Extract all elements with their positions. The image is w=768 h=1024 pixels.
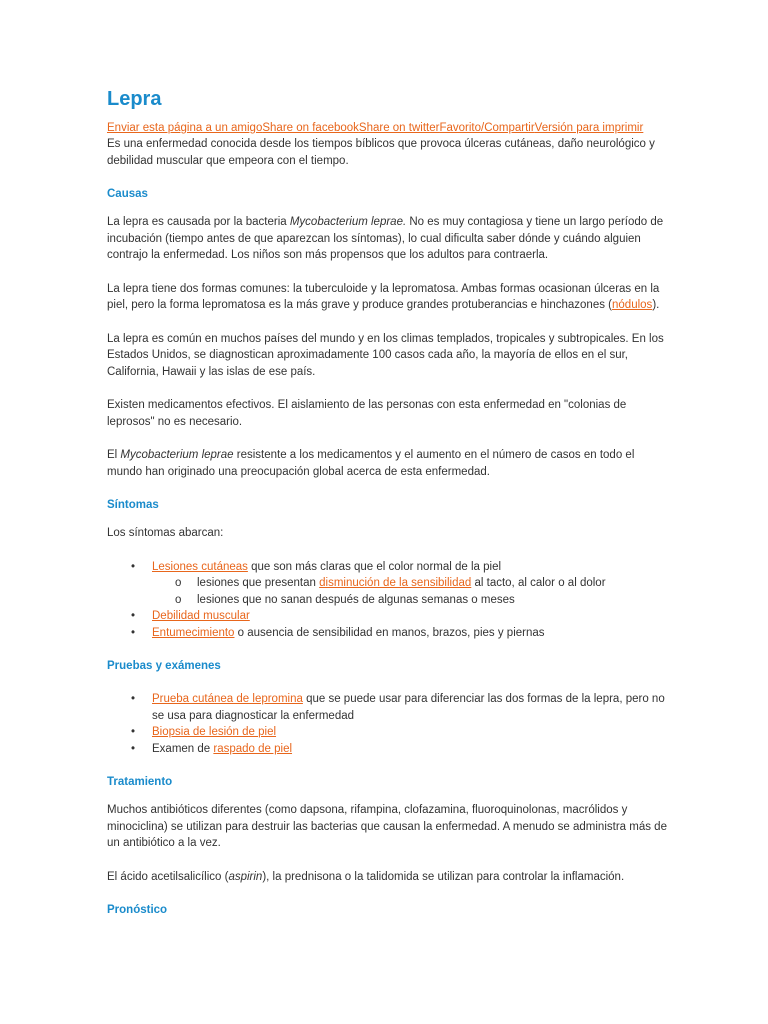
section-heading-sintomas: Síntomas bbox=[107, 499, 159, 511]
causas-paragraph-1: La lepra es causada por la bacteria Mycobacterium leprae. No es muy contagiosa y tiene un largo período de incubación (tiempo antes de que aparezcan los síntomas), lo cual dificulta saber dónde y cuándo alguien contrajo la enfermedad. Los niños son más propensos que los adultos para contraerla. bbox=[107, 216, 664, 261]
bullet-icon: • bbox=[131, 626, 136, 639]
bullet-icon: • bbox=[131, 560, 136, 573]
sintomas-lead: Los síntomas abarcan: bbox=[107, 527, 224, 539]
email-friend-link[interactable]: Enviar esta página a un amigo bbox=[107, 122, 263, 134]
share-toolbar bbox=[107, 120, 668, 136]
section-heading-pronostico: Pronóstico bbox=[107, 904, 168, 916]
sintomas-list bbox=[107, 559, 668, 642]
intro-paragraph: Es una enfermedad conocida desde los tiempos bíblicos que provoca úlceras cutáneas, daño neurológico y debilidad muscular que empeora con el tiempo. bbox=[107, 138, 655, 167]
entumecimiento-link[interactable]: Entumecimiento bbox=[152, 626, 235, 639]
pruebas-list bbox=[107, 691, 668, 757]
bookmark-share-link[interactable]: Favorito/Compartir bbox=[439, 122, 535, 134]
sub-list-item: o lesiones que no sanan después de algunas semanas o meses bbox=[152, 592, 668, 609]
debilidad-muscular-link[interactable]: Debilidad muscular bbox=[152, 610, 250, 622]
tratamiento-paragraph-2: El ácido acetilsalicílico (aspirin), la prednisona o la talidomida se utilizan para controlar la inflamación. bbox=[107, 870, 625, 883]
list-item: • Lesiones cutáneas que son más claras que el color normal de la piel o lesiones que presentan disminución de la sensibilidad al tacto, al calor o al dolor o lesiones que no sanan después de algunas semanas o meses bbox=[107, 559, 668, 609]
bullet-icon: • bbox=[131, 726, 136, 738]
facebook-share-link[interactable]: Share on facebook bbox=[262, 122, 359, 134]
nodulos-link[interactable]: nódulos bbox=[612, 299, 653, 311]
section-heading-causas: Causas bbox=[107, 188, 148, 200]
list-item: • Examen de raspado de piel bbox=[107, 741, 668, 758]
sub-list-item: o lesiones que presentan disminución de la sensibilidad al tacto, al calor o al dolor bbox=[152, 575, 668, 592]
biopsia-link[interactable]: Biopsia de lesión de piel bbox=[152, 726, 277, 738]
lesiones-cutaneas-link[interactable]: Lesiones cutáneas bbox=[152, 560, 248, 573]
disminucion-sensibilidad-link[interactable]: disminución de la sensibilidad bbox=[319, 577, 472, 589]
causas-paragraph-5: El Mycobacterium leprae resistente a los medicamentos y el aumento en el número de casos en todo el mundo han originado una preocupación global acerca de esta enfermedad. bbox=[107, 449, 635, 478]
tratamiento-paragraph-1: Muchos antibióticos diferentes (como dapsona, rifampina, clofazamina, fluoroquinolonas, macrólidos y minociclina) se utilizan para destruir las bacterias que causan la enfermedad. A menudo se administra más de un antibiótico a la vez. bbox=[107, 804, 667, 849]
list-item bbox=[107, 608, 668, 625]
page-title: Lepra bbox=[107, 88, 162, 110]
sintomas-sublist bbox=[152, 575, 668, 608]
sub-bullet-icon: o bbox=[175, 593, 182, 606]
prueba-lepromina-link[interactable]: Prueba cutánea de lepromina bbox=[152, 693, 303, 705]
causas-paragraph-2: La lepra tiene dos formas comunes: la tuberculoide y la lepromatosa. Ambas formas ocasionan úlceras en la piel, pero la forma lepromatosa es la más grave y produce grandes protuberancias e hinchazones (nódulos). bbox=[107, 282, 660, 311]
bullet-icon: • bbox=[131, 610, 136, 622]
causas-paragraph-3: La lepra es común en muchos países del mundo y en los climas templados, tropicales y subtropicales. En los Estados Unidos, se diagnostican aproximadamente 100 casos cada año, la mayoría de ellos en el sur, California, Hawaii y las islas de ese país. bbox=[107, 332, 664, 378]
bullet-icon: • bbox=[131, 693, 136, 705]
list-item: • Prueba cutánea de lepromina que se puede usar para diferenciar las dos formas de la lepra, pero no se usa para diagnosticar la enfermedad bbox=[131, 693, 665, 722]
section-heading-pruebas: Pruebas y exámenes bbox=[107, 660, 221, 672]
bullet-icon: • bbox=[131, 742, 136, 755]
section-heading-tratamiento: Tratamiento bbox=[107, 776, 173, 788]
causas-paragraph-4: Existen medicamentos efectivos. El aislamiento de las personas con esta enfermedad en "colonias de leprosos" no es necesario. bbox=[107, 399, 627, 428]
list-item: • Entumecimiento o ausencia de sensibilidad en manos, brazos, pies y piernas bbox=[107, 625, 668, 642]
twitter-share-link[interactable]: Share on twitter bbox=[358, 122, 440, 134]
list-item bbox=[107, 724, 668, 741]
sub-bullet-icon: o bbox=[175, 577, 182, 589]
print-version-link[interactable]: Versión para imprimir bbox=[534, 122, 644, 134]
raspado-piel-link[interactable]: raspado de piel bbox=[213, 742, 293, 755]
